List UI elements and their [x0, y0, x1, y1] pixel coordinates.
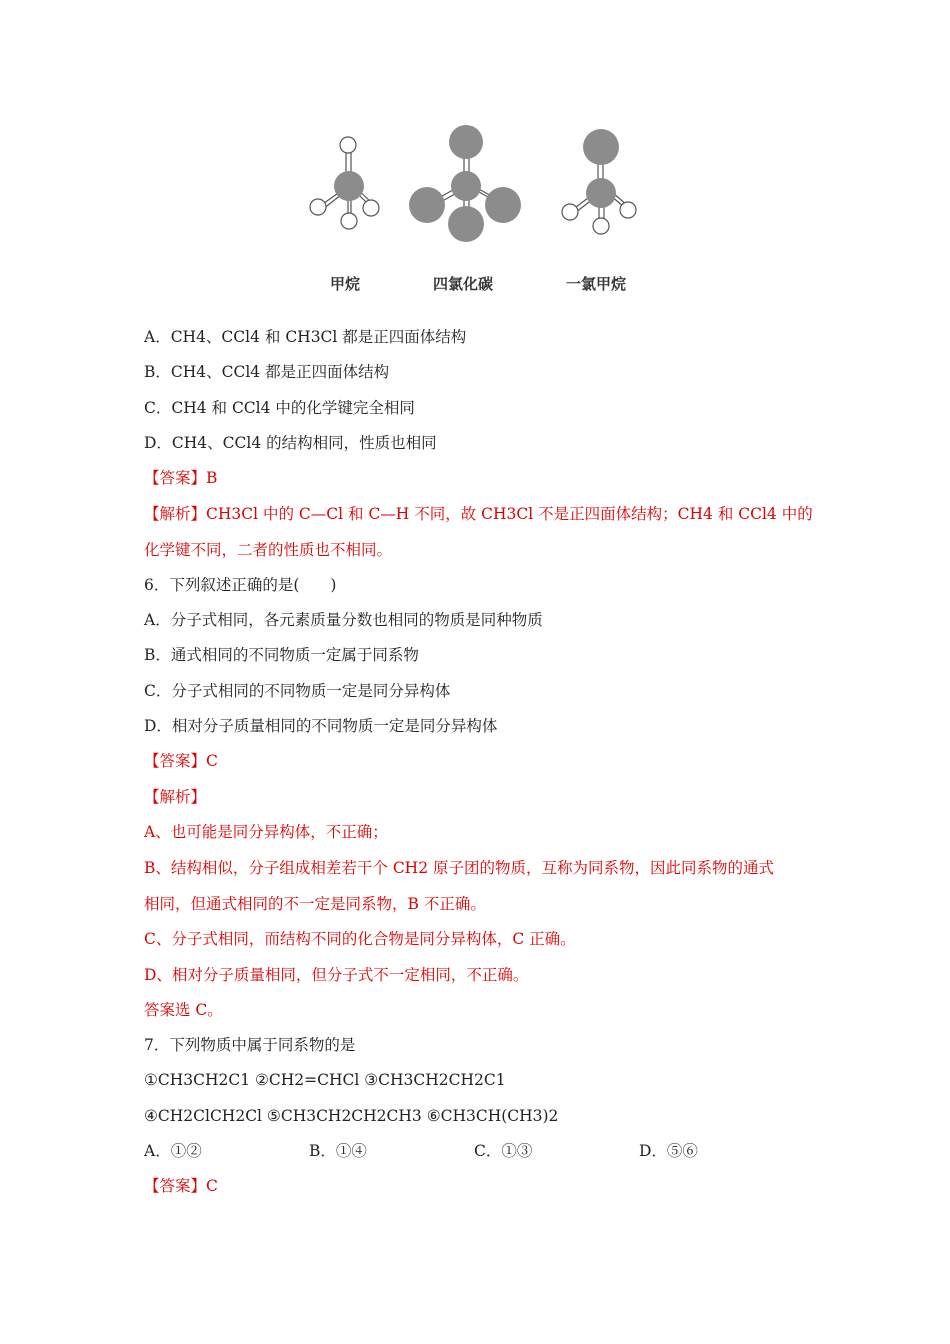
q7-options-row — [144, 1141, 824, 1163]
chloromethane-model — [562, 129, 636, 234]
caption-carbon-tetrachloride: 四氯化碳 — [433, 275, 494, 293]
q6-analysis-label: 【解析】 — [144, 788, 207, 806]
caption-methane: 甲烷 — [330, 275, 361, 293]
q6-stem: 6．下列叙述正确的是( ) — [144, 576, 337, 594]
q5-answer: 【答案】B — [144, 469, 218, 487]
q6-option-b: B．通式相同的不同物质一定属于同系物 — [144, 646, 419, 664]
q7-option-b: B．①④ — [309, 1142, 367, 1160]
q6-analysis-c: C、分子式相同，而结构不同的化合物是同分异构体，C 正确。 — [144, 930, 576, 948]
q6-option-a: A．分子式相同，各元素质量分数也相同的物质是同种物质 — [144, 611, 543, 629]
q6-analysis-b2: 相同，但通式相同的不一定是同系物，B 不正确。 — [144, 895, 486, 913]
q7-answer: 【答案】C — [144, 1177, 218, 1195]
q6-option-d: D．相对分子质量相同的不同物质一定是同分异构体 — [144, 717, 498, 735]
q7-option-a: A．①② — [144, 1142, 202, 1160]
q6-analysis-b1: B、结构相似，分子组成相差若干个 CH2 原子团的物质，互称为同系物，因此同系物的通式 — [144, 859, 774, 877]
carbon-tetrachloride-model — [409, 125, 521, 242]
q6-analysis-d: D、相对分子质量相同，但分子式不一定相同，不正确。 — [144, 966, 529, 984]
q7-option-c: C．①③ — [474, 1142, 533, 1160]
q5-analysis-line1: 【解析】CH3Cl 中的 C—Cl 和 C—H 不同，故 CH3Cl 不是正四面体结构；CH4 和 CCl4 中的 — [144, 505, 813, 523]
caption-chloromethane: 一氯甲烷 — [566, 275, 627, 293]
molecule-figure — [290, 118, 670, 303]
q7-items-line1: ①CH3CH2C1 ②CH2=CHCl ③CH3CH2CH2C1 — [144, 1071, 506, 1089]
q7-stem: 7．下列物质中属于同系物的是 — [144, 1036, 356, 1054]
molecule-models-svg — [290, 118, 670, 303]
q7-items-line2: ④CH2ClCH2Cl ⑤CH3CH2CH2CH3 ⑥CH3CH(CH3)2 — [144, 1107, 559, 1125]
q5-option-a: A．CH4、CCl4 和 CH3Cl 都是正四面体结构 — [144, 328, 467, 346]
q7-option-d: D．⑤⑥ — [639, 1142, 698, 1160]
q6-answer: 【答案】C — [144, 752, 218, 770]
q5-analysis-line2: 化学键不同，二者的性质也不相同。 — [144, 541, 393, 559]
q6-analysis-conclusion: 答案选 C。 — [144, 1001, 223, 1019]
methane-model — [310, 137, 379, 229]
q5-option-d: D．CH4、CCl4 的结构相同，性质也相同 — [144, 434, 437, 452]
q5-option-c: C．CH4 和 CCl4 中的化学键完全相同 — [144, 399, 415, 417]
q6-option-c: C．分子式相同的不同物质一定是同分异构体 — [144, 682, 451, 700]
q6-analysis-a: A、也可能是同分异构体，不正确； — [144, 823, 388, 841]
q5-option-b: B．CH4、CCl4 都是正四面体结构 — [144, 363, 390, 381]
